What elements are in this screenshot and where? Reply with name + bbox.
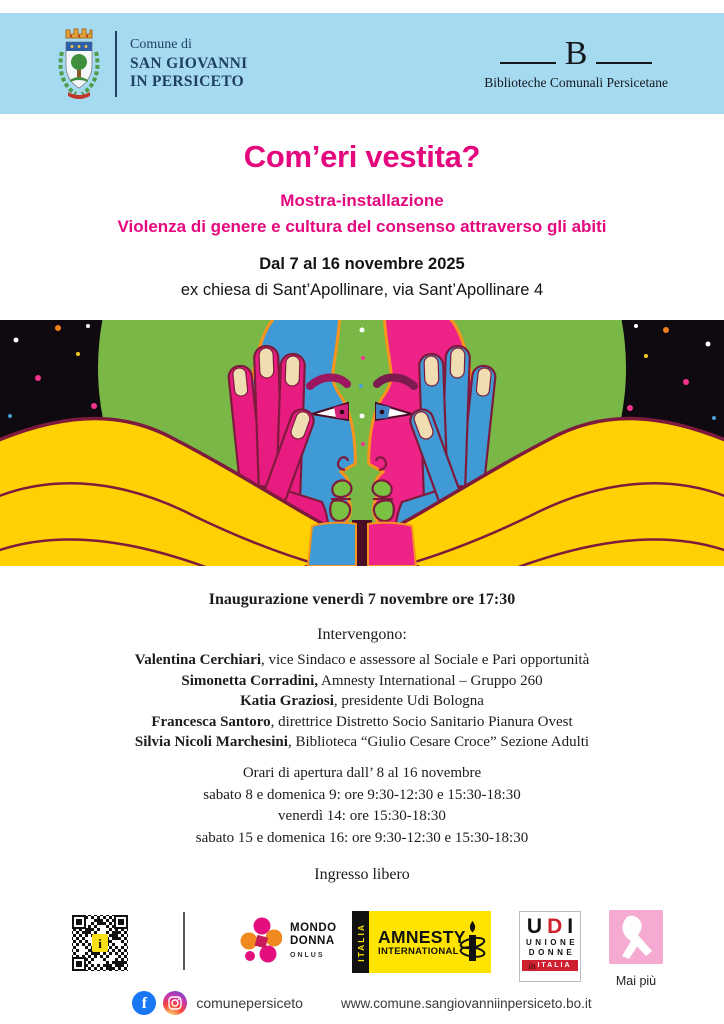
mondo-donna-logo: MONDO DONNA ONLUS: [238, 916, 337, 964]
library-initial: B: [564, 34, 588, 72]
footer-bar: [0, 991, 724, 1015]
qr-info-letter: i: [98, 936, 102, 951]
pink-ribbon-icon: [609, 910, 663, 964]
event-subtitle-1: Mostra-installazione: [280, 191, 444, 210]
opening-line: Inaugurazione venerdì 7 novembre ore 17:30: [208, 591, 516, 608]
logos-divider: [183, 912, 185, 970]
library-rule-right: [596, 62, 652, 64]
hours-line: venerdì 14: ore 15:30-18:30: [278, 808, 446, 824]
speaker-line: Simonetta Corradini, Amnesty International – Gruppo 260: [181, 672, 543, 689]
udi-italia-bar: in ITALIA: [522, 960, 578, 971]
library-name: Biblioteche Comunali Persicetane: [484, 74, 668, 90]
maipiu-logo: [608, 910, 664, 988]
speaker-line: Francesca Santoro, direttrice Distretto Socio Sanitario Pianura Ovest: [151, 713, 573, 730]
event-dates: Dal 7 al 16 novembre 2025: [259, 255, 465, 273]
amnesty-logo: ITALIA AMNESTY INTERNATIONAL: [352, 911, 491, 973]
header-divider: [115, 31, 117, 97]
header-bar: [0, 13, 724, 114]
maipiu-label: Mai più: [615, 974, 657, 988]
website-link[interactable]: www.comune.sangiovanniinpersiceto.bo.it: [340, 995, 592, 1011]
admission-note: Ingresso libero: [314, 866, 410, 883]
partner-logos-row: [0, 908, 724, 990]
event-venue: ex chiesa di Sant’Apollinare, via Sant’Apollinare 4: [180, 281, 544, 299]
hours-heading: Orari di apertura dall’ 8 al 16 novembre: [242, 765, 482, 781]
social-handle[interactable]: comunepersiceto: [196, 995, 303, 1011]
hours-line: sabato 15 e domenica 16: ore 9:30-12:30 e 15:30-18:30: [195, 829, 529, 846]
speaker-line: Valentina Cerchiari, vice Sindaco e assessore al Sociale e Pari opportunità: [134, 652, 590, 668]
speaker-line: Silvia Nicoli Marchesini, Biblioteca “Giulio Cesare Croce” Sezione Adulti: [134, 734, 590, 750]
municipality-logo-block: [56, 24, 247, 104]
amnesty-italia-strip: ITALIA: [352, 911, 369, 973]
exhibition-artwork: [0, 320, 724, 566]
event-subtitle-2: Violenza di genere e cultura del consenso attraverso gli abiti: [117, 217, 607, 236]
speaker-line: Katia Graziosi, presidente Udi Bologna: [240, 693, 484, 709]
facebook-icon[interactable]: f: [132, 991, 156, 1015]
library-logo-block: [484, 34, 668, 91]
mondo-donna-icon: [238, 916, 282, 964]
amnesty-candle-icon: [457, 919, 488, 965]
instagram-icon[interactable]: [163, 991, 187, 1015]
speakers-list: [0, 650, 724, 753]
udi-logo: UDI UNIONE DONNE in ITALIA: [519, 911, 581, 982]
municipality-name: Comune di SAN GIOVANNI IN PERSICETO: [130, 36, 248, 90]
opening-hours: [0, 763, 724, 849]
qr-code: [70, 913, 130, 973]
hours-line: sabato 8 e domenica 9: ore 9:30-12:30 e 15:30-18:30: [203, 786, 521, 803]
speakers-heading: Intervengono:: [317, 626, 407, 643]
library-rule-left: [500, 62, 556, 64]
coat-of-arms-icon: [56, 24, 102, 104]
event-title: Com’eri vestita?: [243, 139, 481, 174]
